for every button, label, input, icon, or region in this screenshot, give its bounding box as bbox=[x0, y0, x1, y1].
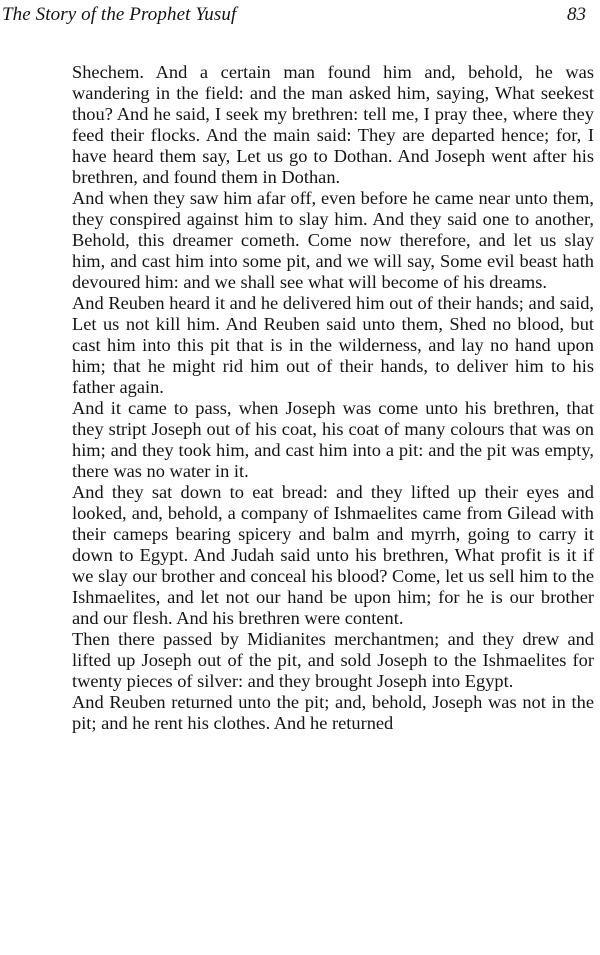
paragraph: Then there passed by Midianites merchantmen; and they drew and lifted up Joseph out of the pit, and sold Joseph to the Ishmaelites for twenty pieces of silver: and they brought Joseph into Egypt. bbox=[72, 629, 594, 691]
paragraph: And they sat down to eat bread: and they lifted up their eyes and looked, and, behold, a company of Ishmaelites came from Gilead with their cameps bearing spicery and balm and myrrh, going to carry it down to Egypt. And Judah said unto his brethren, What profit is it if we slay our brother and conceal his blood? Come, let us sell him to the Ishmaelites, and let not our hand be upon him; for he is our brother and our flesh. And his brethren were content. bbox=[72, 482, 594, 628]
running-header bbox=[2, 2, 586, 30]
paragraph: And when they saw him afar off, even before he came near unto them, they conspired against him to slay him. And they said one to another, Behold, this dreamer cometh. Come now therefore, and let us slay him, and cast him into some pit, and we will say, Some evil beast hath devoured him: and we shall see what will become of his dreams. bbox=[72, 188, 594, 292]
page-number: 83 bbox=[567, 4, 586, 25]
paragraph: And Reuben heard it and he delivered him out of their hands; and said, Let us not kill him. And Reuben said unto them, Shed no blood, but cast him into this pit that is in the wilderness, and lay no hand upon him; that he might rid him out of their hands, to deliver him to his father again. bbox=[72, 293, 594, 397]
body-text bbox=[72, 62, 594, 734]
paragraph: And Reuben returned unto the pit; and, behold, Joseph was not in the pit; and he rent his clothes. And he returned bbox=[72, 692, 594, 733]
running-title: The Story of the Prophet Yusuf bbox=[2, 4, 237, 25]
paragraph: And it came to pass, when Joseph was come unto his brethren, that they stript Joseph out of his coat, his coat of many colours that was on him; and they took him, and cast him into a pit: and the pit was empty, there was no water in it. bbox=[72, 398, 594, 481]
paragraph: Shechem. And a certain man found him and, behold, he was wandering in the field: and the man asked him, saying, What seekest thou? And he said, I seek my brethren: tell me, I pray thee, where they feed their flocks. And the main said: They are departed hence; for, I have heard them say, Let us go to Dothan. And Joseph went after his brethren, and found them in Dothan. bbox=[72, 62, 594, 187]
